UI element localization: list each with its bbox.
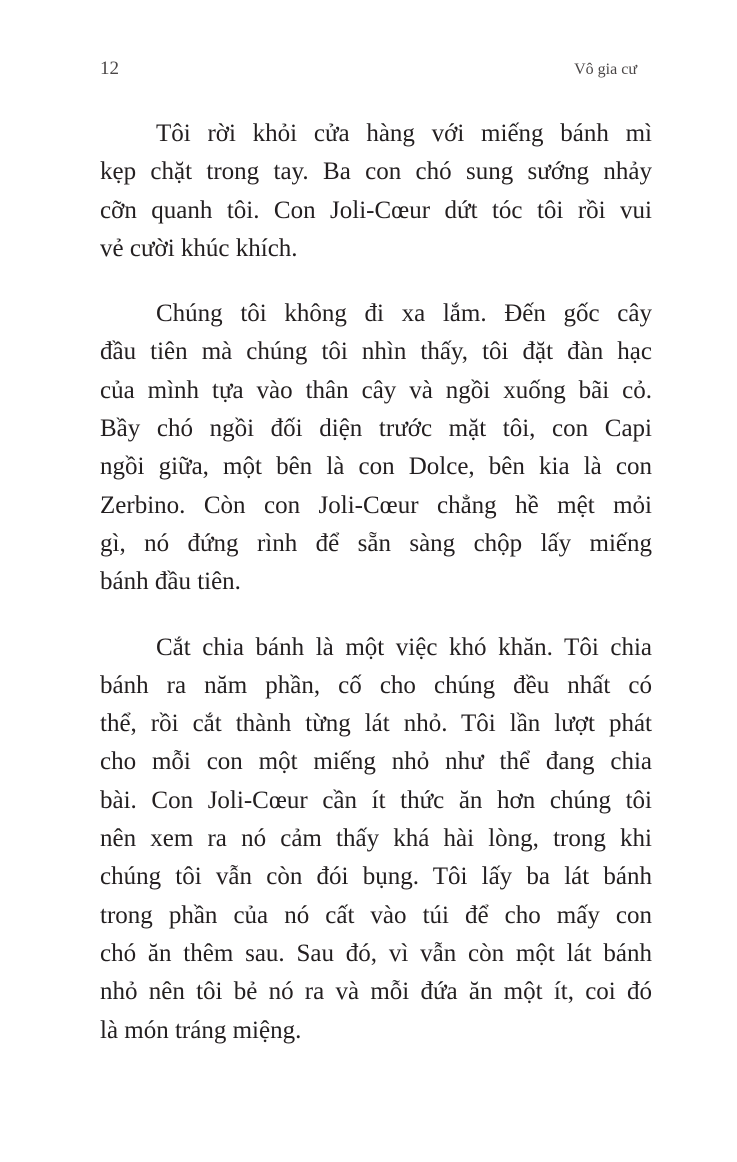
text-line: cỡn quanh tôi. Con Joli-Cœur dứt tóc tôi rồi vui	[100, 196, 652, 224]
page-header	[100, 58, 637, 82]
running-title: Vô gia cư	[574, 61, 637, 78]
text-line: là món tráng miệng.	[100, 1016, 302, 1044]
text-line: Bầy chó ngồi đối diện trước mặt tôi, con Capi	[100, 415, 652, 443]
text-line: Cắt chia bánh là một việc khó khăn. Tôi chia	[156, 633, 652, 661]
text-line: Zerbino. Còn con Joli-Cœur chẳng hề mệt mỏi	[100, 491, 652, 519]
text-line: bánh ra năm phần, cố cho chúng đều nhất có	[100, 671, 652, 699]
text-line: vẻ cười khúc khích.	[100, 234, 298, 262]
paragraph-1	[100, 115, 652, 268]
text-line: ngồi giữa, một bên là con Dolce, bên kia là con	[100, 453, 652, 481]
text-line: Chúng tôi không đi xa lắm. Đến gốc cây	[156, 300, 652, 328]
page-number: 12	[100, 58, 119, 79]
paragraph-3	[100, 629, 652, 1050]
text-line: nên xem ra nó cảm thấy khá hài lòng, trong khi	[100, 825, 652, 853]
text-line: chúng tôi vẫn còn đói bụng. Tôi lấy ba lát bánh	[100, 863, 652, 891]
text-line: trong phần của nó cất vào túi để cho mấy con	[100, 901, 652, 929]
text-line: cho mỗi con một miếng nhỏ như thể đang chia	[100, 748, 652, 776]
paragraph-2	[100, 295, 652, 601]
text-line: kẹp chặt trong tay. Ba con chó sung sướng nhảy	[100, 158, 652, 186]
text-line: gì, nó đứng rình để sẵn sàng chộp lấy miếng	[100, 529, 652, 557]
body-text	[100, 115, 652, 1077]
text-line: Tôi rời khỏi cửa hàng với miếng bánh mì	[156, 120, 652, 147]
text-line: chó ăn thêm sau. Sau đó, vì vẫn còn một lát bánh	[100, 939, 652, 967]
text-line: bài. Con Joli-Cœur cần ít thức ăn hơn chúng tôi	[100, 786, 652, 814]
text-line: thể, rồi cắt thành từng lát nhỏ. Tôi lần lượt phát	[100, 710, 652, 738]
text-line: của mình tựa vào thân cây và ngồi xuống bãi cỏ.	[100, 376, 652, 404]
text-line: đầu tiên mà chúng tôi nhìn thấy, tôi đặt đàn hạc	[100, 338, 652, 366]
text-line: nhỏ nên tôi bẻ nó ra và mỗi đứa ăn một ít, coi đó	[100, 978, 652, 1006]
text-line: bánh đầu tiên.	[100, 568, 241, 596]
